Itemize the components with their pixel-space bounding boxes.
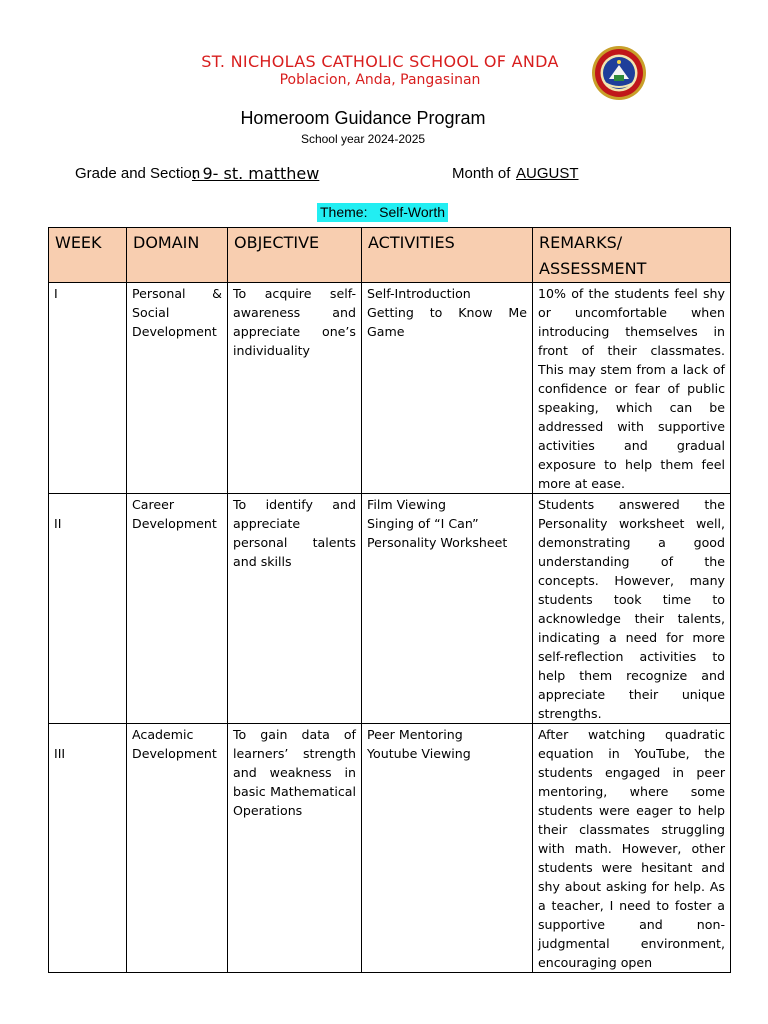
theme-label: Theme: Self-Worth <box>317 203 448 222</box>
objective-cell: To acquire self-awareness and appreciate one’s individuality <box>228 283 362 494</box>
remarks-cell: 10% of the students feel shy or uncomfortable when introducing themselves in front of their classmates. This may stem from a lack of confidence or fear of public speaking, which can be addressed with supportive activities and gradual exposure to help them feel more at ease. <box>533 283 731 494</box>
activity-item: Youtube Viewing <box>367 746 471 761</box>
table-row <box>49 283 731 494</box>
program-title: Homeroom Guidance Program <box>240 108 486 128</box>
column-header-activities: ACTIVITIES <box>362 228 533 283</box>
guidance-plan-table <box>48 227 731 973</box>
activity-item: Film Viewing <box>367 497 446 512</box>
grade-section-label: Grade and Section <box>75 165 201 182</box>
activities-cell <box>362 283 533 494</box>
table-header-row <box>49 228 731 283</box>
column-header-week: WEEK <box>49 228 127 283</box>
week-cell: I <box>49 283 127 494</box>
school-address: Poblacion, Anda, Pangasinan <box>279 72 481 88</box>
remarks-cell: After watching quadratic equation in YouTube, the students engaged in peer mentoring, where some students were eager to help their classmates struggling with math. However, other students were hesitant and shy about asking for help. As a teacher, I need to foster a supportive and non-judgmental environment, encouraging open <box>533 724 731 973</box>
week-cell: II <box>49 494 127 724</box>
column-header-objective: OBJECTIVE <box>228 228 362 283</box>
domain-cell: Academic Development <box>127 724 228 973</box>
activities-cell <box>362 724 533 973</box>
domain-cell: Career Development <box>127 494 228 724</box>
week-cell: III <box>49 724 127 973</box>
month-value: AUGUST <box>516 165 579 182</box>
objective-cell: To identify and appreciate personal talents and skills <box>228 494 362 724</box>
objective-cell: To gain data of learners’ strength and weakness in basic Mathematical Operations <box>228 724 362 973</box>
domain-cell: Personal & Social Development <box>127 283 228 494</box>
column-header-remarks: REMARKS/ ASSESSMENT <box>533 228 731 283</box>
school-name: ST. NICHOLAS CATHOLIC SCHOOL OF ANDA <box>201 52 559 71</box>
school-seal-icon <box>591 45 647 101</box>
activity-item: Personality Worksheet <box>367 535 508 550</box>
activity-item: Peer Mentoring <box>367 727 463 742</box>
remarks-cell: Students answered the Personality worksheet well, demonstrating a good understanding of the concepts. However, many students took time to acknowledge their talents, indicating a need for more self-reflection activities to help them recognize and appreciate their unique strengths. <box>533 494 731 724</box>
activity-item: Getting to Know Me Game <box>367 305 527 339</box>
activities-cell <box>362 494 533 724</box>
month-label: Month of <box>452 165 511 182</box>
grade-month-row <box>75 164 735 186</box>
school-year: School year 2024-2025 <box>300 132 426 146</box>
grade-section-value: : 9- st. matthew <box>192 164 320 183</box>
activity-item: Self-Introduction <box>367 286 471 301</box>
column-header-domain: DOMAIN <box>127 228 228 283</box>
table-row <box>49 724 731 973</box>
activity-item: Singing of “I Can” <box>367 516 479 531</box>
table-row <box>49 494 731 724</box>
